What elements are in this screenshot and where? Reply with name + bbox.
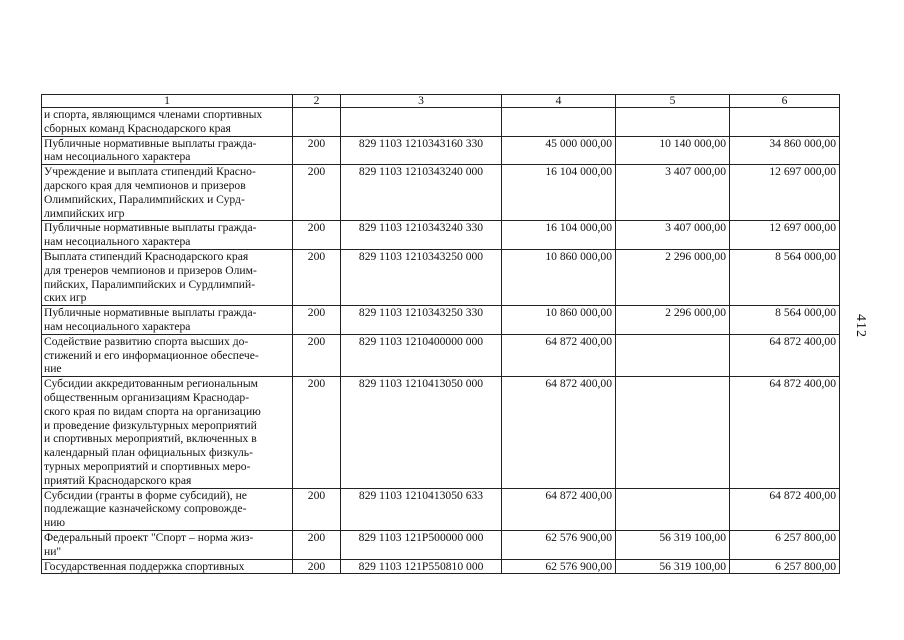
row-name-line: Олимпийских, Паралимпийских и Сурд-: [44, 192, 245, 206]
row-column-6-cell: 6 257 800,00: [730, 559, 840, 574]
row-name-line: Публичные нормативные выплаты гражда-: [44, 306, 257, 320]
row-name-line: общественным организациям Краснодар-: [44, 390, 250, 404]
table-row: [42, 108, 840, 137]
row-column-2-cell: 200: [293, 377, 341, 488]
row-column-5-cell: 56 319 100,00: [616, 530, 730, 559]
row-name-line: Содействие развитию спорта высших до-: [44, 334, 249, 348]
row-column-5-cell: 56 319 100,00: [616, 559, 730, 574]
row-column-6-cell: 8 564 000,00: [730, 306, 840, 335]
table-row: [42, 377, 840, 488]
row-name-cell: [42, 249, 293, 305]
row-name-cell: [42, 136, 293, 165]
row-column-6-cell: 12 697 000,00: [730, 221, 840, 250]
table-header-row: [42, 95, 840, 108]
row-column-4-cell: 10 860 000,00: [502, 306, 616, 335]
row-column-6-cell: 34 860 000,00: [730, 136, 840, 165]
column-header-1: 1: [42, 95, 293, 108]
row-column-4-cell: [502, 108, 616, 137]
row-name-line: турных мероприятий и спортивных меро-: [44, 459, 251, 473]
row-name-line: и спортивных мероприятий, включенных в: [44, 432, 257, 446]
row-column-4-cell: 64 872 400,00: [502, 488, 616, 530]
column-header-3: 3: [341, 95, 502, 108]
row-column-2-cell: 200: [293, 136, 341, 165]
row-column-5-cell: 3 407 000,00: [616, 221, 730, 250]
row-column-6-cell: 64 872 400,00: [730, 488, 840, 530]
row-column-2-cell: 200: [293, 306, 341, 335]
row-column-2-cell: 200: [293, 165, 341, 221]
budget-table-body: [42, 95, 840, 574]
row-name-line: подлежащие казначейскому сопровожде-: [44, 502, 247, 516]
row-code-cell: 829 1103 1210413050 633: [341, 488, 502, 530]
row-column-5-cell: [616, 334, 730, 376]
row-name-cell: [42, 530, 293, 559]
row-name-cell: [42, 108, 293, 137]
row-column-2-cell: 200: [293, 334, 341, 376]
row-name-line: Учреждение и выплата стипендий Красно-: [44, 165, 256, 179]
row-code-cell: 829 1103 1210343160 330: [341, 136, 502, 165]
table-row: [42, 530, 840, 559]
row-name-cell: [42, 377, 293, 488]
column-header-4: 4: [502, 95, 616, 108]
row-name-line: ских игр: [44, 291, 87, 305]
row-name-line: приятий Краснодарского края: [44, 473, 192, 487]
row-name-line: ского края по видам спорта на организацию: [44, 404, 261, 418]
row-column-5-cell: [616, 377, 730, 488]
column-header-2: 2: [293, 95, 341, 108]
budget-table: [41, 94, 840, 574]
row-code-cell: 829 1103 121P500000 000: [341, 530, 502, 559]
table-row: [42, 136, 840, 165]
row-column-2-cell: 200: [293, 221, 341, 250]
table-row: [42, 559, 840, 574]
table-row: [42, 488, 840, 530]
row-name-line: ние: [44, 362, 62, 376]
row-column-4-cell: 62 576 900,00: [502, 559, 616, 574]
row-column-6-cell: 64 872 400,00: [730, 334, 840, 376]
row-column-4-cell: 62 576 900,00: [502, 530, 616, 559]
row-name-cell: [42, 306, 293, 335]
row-column-4-cell: 10 860 000,00: [502, 249, 616, 305]
row-name-line: нам несоциального характера: [44, 235, 191, 249]
row-name-line: и спорта, являющимся членами спортивных: [44, 108, 263, 121]
row-column-5-cell: 10 140 000,00: [616, 136, 730, 165]
row-name-line: Государственная поддержка спортивных: [44, 559, 245, 573]
row-name-line: нам несоциального характера: [44, 150, 191, 164]
row-column-2-cell: 200: [293, 559, 341, 574]
row-code-cell: 829 1103 1210413050 000: [341, 377, 502, 488]
row-code-cell: 829 1103 121P550810 000: [341, 559, 502, 574]
row-code-cell: 829 1103 1210400000 000: [341, 334, 502, 376]
row-name-line: лимпийских игр: [44, 206, 125, 220]
row-column-6-cell: 6 257 800,00: [730, 530, 840, 559]
row-code-cell: 829 1103 1210343240 000: [341, 165, 502, 221]
row-column-5-cell: 2 296 000,00: [616, 249, 730, 305]
row-name-line: для тренеров чемпионов и призеров Олим-: [44, 263, 257, 277]
row-name-line: календарный план официальных физкуль-: [44, 446, 253, 460]
row-name-line: ни": [44, 544, 62, 558]
row-name-line: нам несоциального характера: [44, 319, 191, 333]
table-row: [42, 165, 840, 221]
row-column-4-cell: 45 000 000,00: [502, 136, 616, 165]
row-name-line: Публичные нормативные выплаты гражда-: [44, 221, 257, 235]
row-column-6-cell: 64 872 400,00: [730, 377, 840, 488]
row-name-line: и проведение физкультурных мероприятий: [44, 418, 257, 432]
row-name-cell: [42, 165, 293, 221]
row-name-line: дарского края для чемпионов и призеров: [44, 178, 246, 192]
row-column-2-cell: 200: [293, 488, 341, 530]
row-name-line: сборных команд Краснодарского края: [44, 121, 231, 135]
row-code-cell: 829 1103 1210343240 330: [341, 221, 502, 250]
row-column-6-cell: 8 564 000,00: [730, 249, 840, 305]
row-column-6-cell: [730, 108, 840, 137]
row-name-line: Субсидии (гранты в форме субсидий), не: [44, 488, 247, 502]
row-column-2-cell: 200: [293, 530, 341, 559]
table-row: [42, 249, 840, 305]
row-code-cell: 829 1103 1210343250 330: [341, 306, 502, 335]
page-number: 412: [853, 314, 868, 338]
row-name-cell: [42, 221, 293, 250]
row-name-cell: [42, 488, 293, 530]
row-column-5-cell: 2 296 000,00: [616, 306, 730, 335]
row-column-4-cell: 16 104 000,00: [502, 165, 616, 221]
row-name-line: Субсидии аккредитованным региональным: [44, 377, 259, 391]
row-name-cell: [42, 334, 293, 376]
row-column-5-cell: 3 407 000,00: [616, 165, 730, 221]
row-column-2-cell: [293, 108, 341, 137]
row-code-cell: [341, 108, 502, 137]
table-row: [42, 221, 840, 250]
row-column-5-cell: [616, 488, 730, 530]
row-name-line: Публичные нормативные выплаты гражда-: [44, 136, 257, 150]
column-header-6: 6: [730, 95, 840, 108]
row-name-line: нию: [44, 516, 66, 530]
table-row: [42, 306, 840, 335]
row-column-6-cell: 12 697 000,00: [730, 165, 840, 221]
table-row: [42, 334, 840, 376]
row-name-line: Федеральный проект "Спорт – норма жиз-: [44, 530, 254, 544]
row-column-2-cell: 200: [293, 249, 341, 305]
row-column-4-cell: 64 872 400,00: [502, 334, 616, 376]
row-column-4-cell: 64 872 400,00: [502, 377, 616, 488]
row-column-4-cell: 16 104 000,00: [502, 221, 616, 250]
row-name-cell: [42, 559, 293, 574]
row-code-cell: 829 1103 1210343250 000: [341, 249, 502, 305]
row-column-5-cell: [616, 108, 730, 137]
row-name-line: стижений и его информационное обеспече-: [44, 348, 259, 362]
row-name-line: пийских, Паралимпийских и Сурдлимпий-: [44, 277, 256, 291]
column-header-5: 5: [616, 95, 730, 108]
row-name-line: Выплата стипендий Краснодарского края: [44, 249, 249, 263]
